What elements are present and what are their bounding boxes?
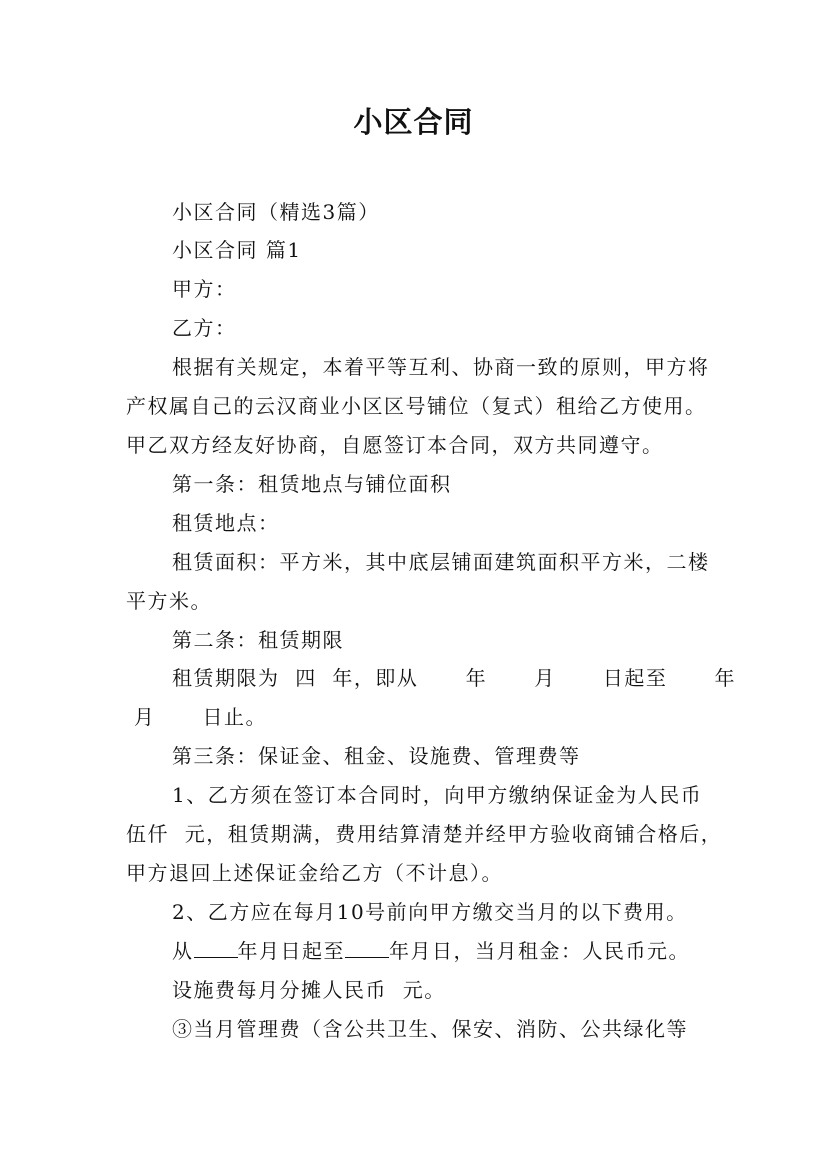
text-segment: 年月日起至 [237,939,345,963]
paragraph-section-heading: 小区合同 篇1 [172,238,302,262]
party-a-line: 甲方： [172,277,237,301]
paragraph-line: 伍仟 元，租赁期满，费用结算清楚并经甲方验收商铺合格后， [126,822,723,846]
article-heading: 第二条：租赁期限 [172,628,344,652]
text-segment: 年月日，当月租金：人民币元。 [389,939,690,963]
article-heading: 第一条：租赁地点与铺位面积 [172,472,452,496]
paragraph-line: 月 日止。 [126,705,268,729]
paragraph-line: 1、乙方须在签订本合同时，向甲方缴纳保证金为人民币 [172,783,703,807]
paragraph-line: 根据有关规定，本着平等互利、协商一致的原则，甲方将 [172,355,710,379]
party-b-line: 乙方： [172,316,237,340]
fill-blank [194,941,238,958]
paragraph-line: 平方米。 [126,589,212,613]
paragraph-line: 2、乙方应在每月10号前向甲方缴交当月的以下费用。 [172,900,688,924]
article-heading: 第三条：保证金、租金、设施费、管理费等 [172,744,581,768]
paragraph-line: 租赁期限为 四 年，即从 年 月 日起至 年 [172,666,737,690]
paragraph-line: 甲方退回上述保证金给乙方（不计息）。 [126,861,503,885]
paragraph-subtitle: 小区合同（精选3篇） [172,200,380,224]
paragraph-line: 甲乙双方经友好协商，自愿签订本合同，双方共同遵守。 [126,433,664,457]
text-segment: 从 [172,939,194,963]
paragraph-line: 产权属自己的云汉商业小区区号铺位（复式）租给乙方使用。 [126,394,707,418]
paragraph-line: 租赁地点： [172,511,280,535]
document-title: 小区合同 [353,105,474,139]
paragraph-line-with-blanks [172,941,690,961]
paragraph-line: 设施费每月分摊人民币 元。 [172,978,446,1002]
paragraph-line: 租赁面积：平方米，其中底层铺面建筑面积平方米，二楼 [172,550,710,574]
paragraph-line: ③当月管理费（含公共卫生、保安、消防、公共绿化等 [172,1017,688,1041]
fill-blank [345,941,389,958]
